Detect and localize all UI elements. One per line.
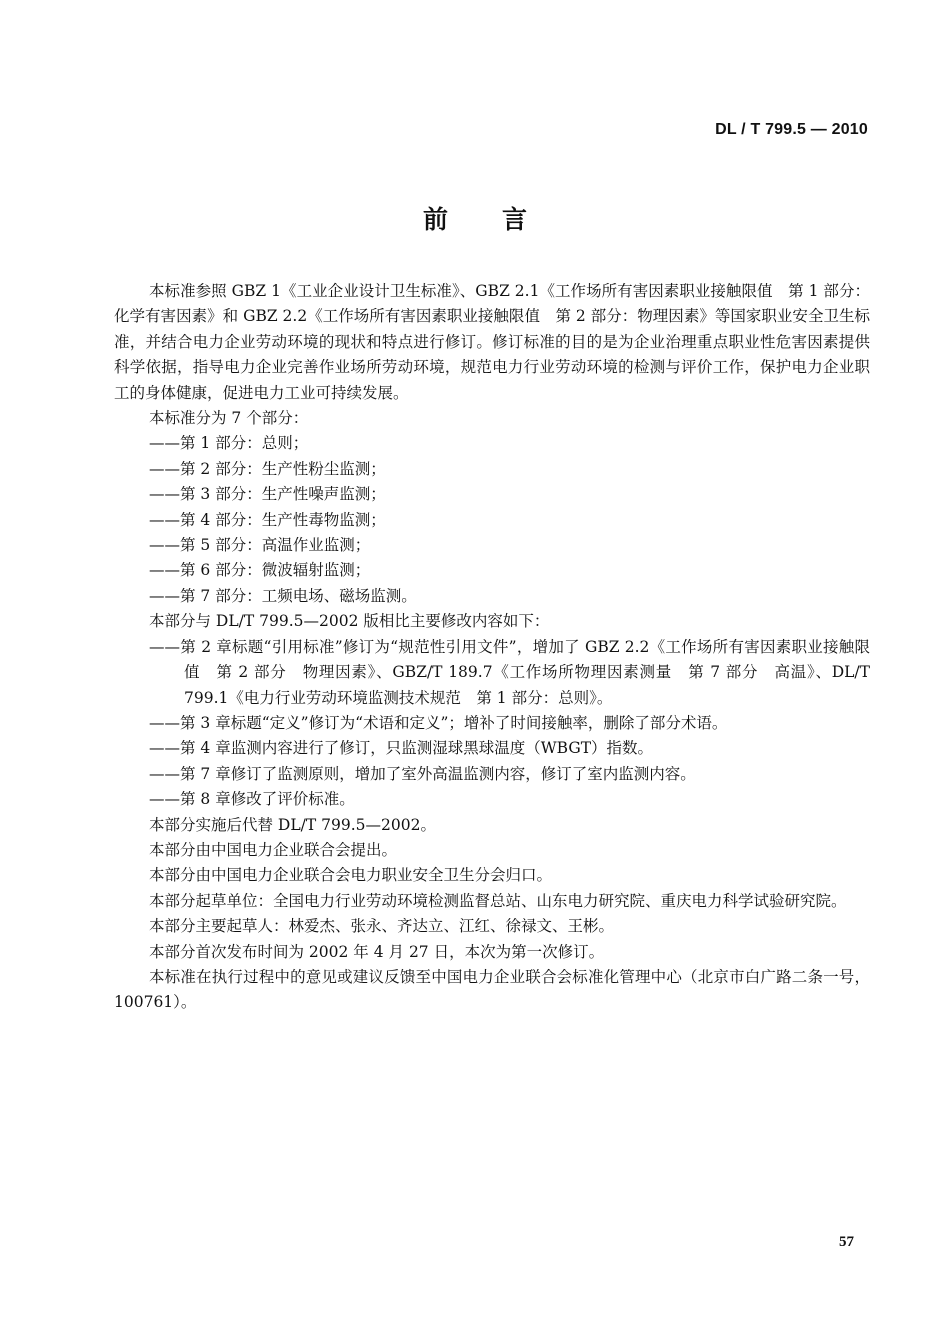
replaces-statement: 本部分实施后代替 DL/T 799.5—2002。 <box>149 815 436 834</box>
change-item: ——第 7 章修订了监测原则，增加了室外高温监测内容，修订了室内监测内容。 <box>149 764 696 783</box>
standard-code: DL / T 799.5 — 2010 <box>715 121 868 138</box>
drafting-units-statement: 本部分起草单位：全国电力行业劳动环境检测监督总站、山东电力研究院、重庆电力科学试验研究院。 <box>149 891 847 910</box>
intro-paragraph: 本标准参照 GBZ 1《工业企业设计卫生标准》、GBZ 2.1《工作场所有害因素职业接触限值 第 1 部分：化学有害因素》和 GBZ 2.2《工作场所有害因素职业接触限值 第 2 部分：物理因素》等国家职业安全卫生标准，并结合电力企业劳动环境的现状和特点进行修订。修订标准的目的是为企业治理重点职业性危害因素提供科学依据，指导电力企业完善作业场所劳动环境，规范电力行业劳动环境的检测与评价工作，保护电力企业职工的身体健康，促进电力工业可持续发展。 <box>114 282 870 402</box>
drafters-statement: 本部分主要起草人：林爱杰、张永、齐达立、江红、徐禄文、王彬。 <box>149 917 615 936</box>
proposed-by-statement: 本部分由中国电力企业联合会提出。 <box>149 840 398 859</box>
foreword-body <box>114 279 870 1016</box>
change-item: ——第 3 章标题“定义”修订为“术语和定义”；增补了时间接触率，删除了部分术语。 <box>149 713 728 732</box>
managed-by-statement: 本部分由中国电力企业联合会电力职业安全卫生分会归口。 <box>149 866 553 885</box>
part-item: ——第 5 部分：高温作业监测； <box>149 536 371 555</box>
part-item: ——第 1 部分：总则； <box>149 434 309 453</box>
release-history-statement: 本部分首次发布时间为 2002 年 4 月 27 日，本次为第一次修订。 <box>149 942 605 961</box>
changes-intro: 本部分与 DL/T 799.5—2002 版相比主要修改内容如下： <box>149 612 550 631</box>
feedback-statement: 本标准在执行过程中的意见或建议反馈至中国电力企业联合会标准化管理中心（北京市白广路二条一号，100761）。 <box>114 967 870 1012</box>
part-item: ——第 2 部分：生产性粉尘监测； <box>149 459 386 478</box>
parts-intro: 本标准分为 7 个部分： <box>149 409 309 428</box>
page-number: 57 <box>839 1234 854 1250</box>
change-item: ——第 2 章标题“引用标准”修订为“规范性引用文件”，增加了 GBZ 2.2《工作场所有害因素职业接触限值 第 2 部分 物理因素》、GBZ/T 189.7《工作场所物理因素测量 第 7 部分 高温》、DL/T 799.1《电力行业劳动环境监测技术规范 第 1 部分：总则》。 <box>149 637 870 707</box>
part-item: ——第 4 部分：生产性毒物监测； <box>149 510 386 529</box>
page-title: 前言 <box>422 205 581 234</box>
change-item: ——第 4 章监测内容进行了修订，只监测湿球黑球温度（WBGT）指数。 <box>149 739 654 758</box>
change-item: ——第 8 章修改了评价标准。 <box>149 790 355 809</box>
part-item: ——第 3 部分：生产性噪声监测； <box>149 485 386 504</box>
part-item: ——第 7 部分：工频电场、磁场监测。 <box>149 586 417 605</box>
part-item: ——第 6 部分：微波辐射监测； <box>149 561 371 580</box>
